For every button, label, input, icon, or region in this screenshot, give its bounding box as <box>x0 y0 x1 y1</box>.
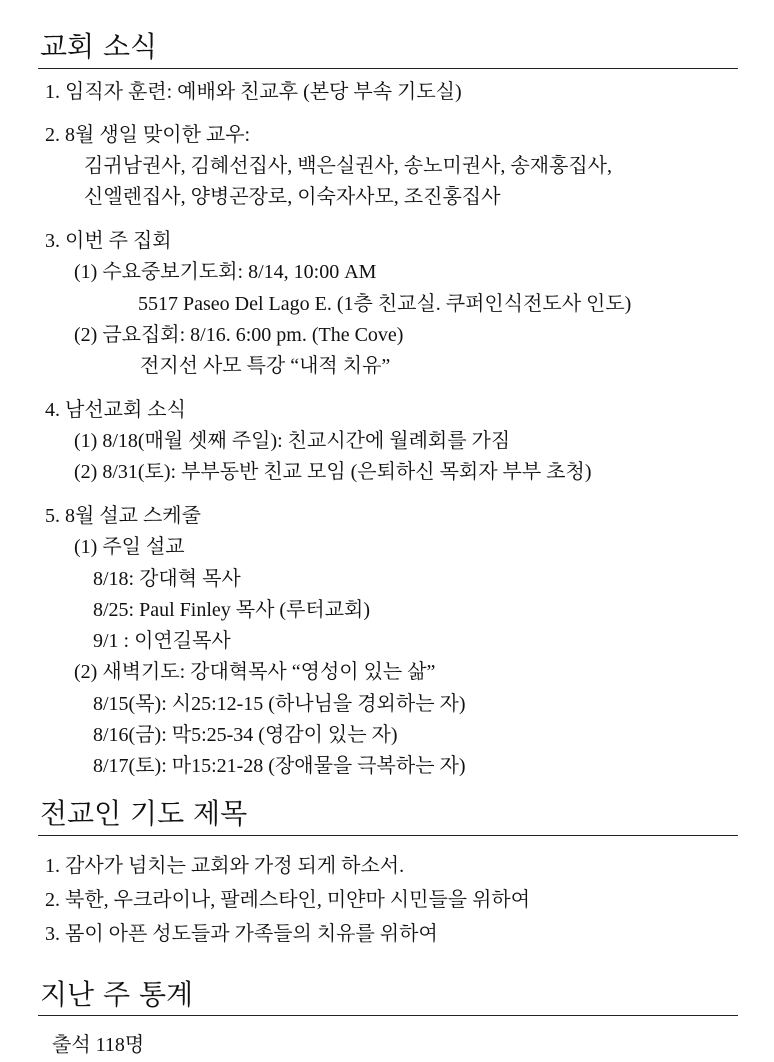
prayer-item-3: 3. 몸이 아픈 성도들과 가족들의 치유를 위하여 <box>45 923 438 945</box>
sunday-sermon-1: 8/18: 강대혁 목사 <box>93 568 241 590</box>
divider <box>38 68 738 69</box>
divider <box>38 1015 738 1016</box>
sunday-sermon-heading: (1) 주일 설교 <box>74 536 185 558</box>
section-title-prayer: 전교인 기도 제목 <box>40 797 248 830</box>
dawn-prayer-heading: (2) 새벽기도: 강대혁목사 “영성이 있는 삶” <box>74 661 436 683</box>
prayer-item-2: 2. 북한, 우크라이나, 팔레스타인, 미얀마 시민들을 위하여 <box>45 889 531 911</box>
section-title-stats: 지난 주 통계 <box>40 978 194 1011</box>
news-item-3: 3. 이번 주 집회 <box>45 230 172 252</box>
meeting-2-detail: 전지선 사모 특강 “내적 치유” <box>140 355 391 377</box>
mens-group-1: (1) 8/18(매월 셋째 주일): 친교시간에 월례회를 가짐 <box>74 430 511 452</box>
meeting-1: (1) 수요중보기도회: 8/14, 10:00 AM <box>74 261 377 283</box>
prayer-item-1: 1. 감사가 넘치는 교회와 가정 되게 하소서. <box>45 855 405 877</box>
dawn-prayer-2: 8/16(금): 막5:25-34 (영감이 있는 자) <box>93 724 398 746</box>
sunday-sermon-3: 9/1 : 이연길목사 <box>93 630 231 652</box>
sunday-sermon-2: 8/25: Paul Finley 목사 (루터교회) <box>93 599 371 621</box>
news-item-4: 4. 남선교회 소식 <box>45 399 186 421</box>
mens-group-2: (2) 8/31(토): 부부동반 친교 모임 (은퇴하신 목회자 부부 초청) <box>74 461 592 483</box>
news-item-2: 2. 8월 생일 맞이한 교우: <box>45 124 251 146</box>
dawn-prayer-3: 8/17(토): 마15:21-28 (장애물을 극복하는 자) <box>93 755 466 777</box>
attendance-stat: 출석 118명 <box>52 1034 145 1056</box>
news-item-5: 5. 8월 설교 스케줄 <box>45 505 201 527</box>
meeting-2: (2) 금요집회: 8/16. 6:00 pm. (The Cove) <box>74 324 404 346</box>
birthday-names-1: 김귀남권사, 김혜선집사, 백은실권사, 송노미권사, 송재홍집사, <box>84 155 612 177</box>
meeting-1-detail: 5517 Paseo Del Lago E. (1층 친교실. 쿠퍼인식전도사 인도) <box>138 293 632 315</box>
news-item-1: 1. 임직자 훈련: 예배와 친교후 (본당 부속 기도실) <box>45 81 462 103</box>
dawn-prayer-1: 8/15(목): 시25:12-15 (하나님을 경외하는 자) <box>93 693 466 715</box>
birthday-names-2: 신엘렌집사, 양병곤장로, 이숙자사모, 조진홍집사 <box>84 186 501 208</box>
section-title-church-news: 교회 소식 <box>40 30 158 63</box>
divider <box>38 835 738 836</box>
